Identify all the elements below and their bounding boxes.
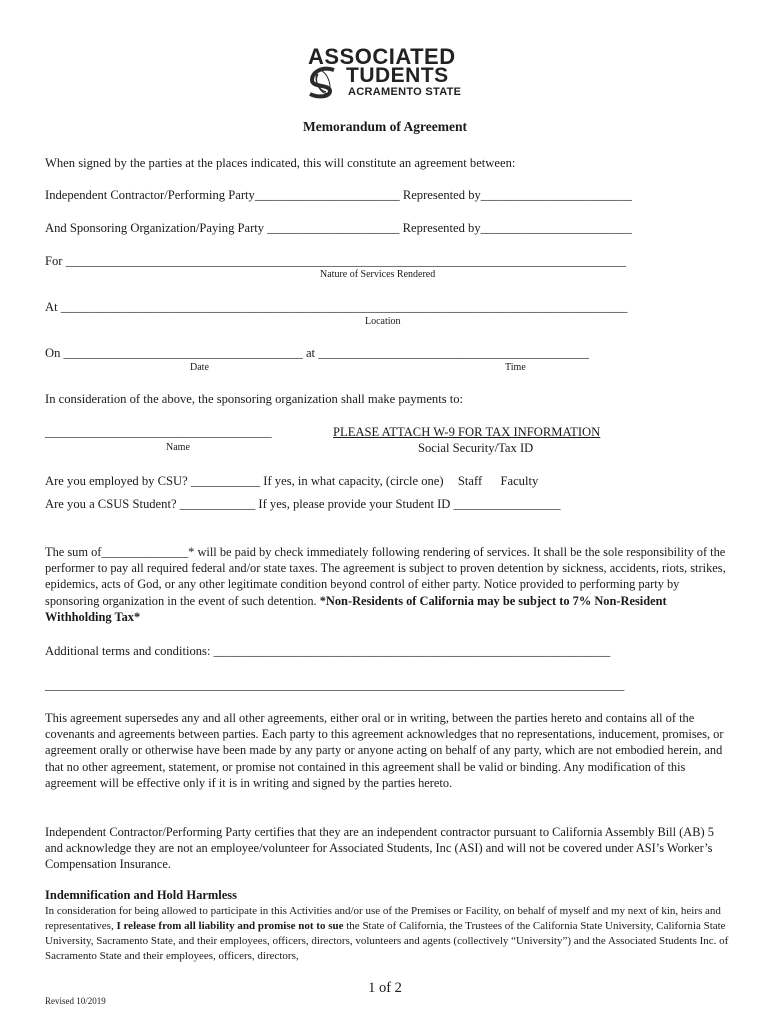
logo-line-sacramento-state: ACRAMENTO STATE xyxy=(348,86,462,98)
nature-of-services-caption: Nature of Services Rendered xyxy=(320,269,436,280)
indemnification-text-post: the State of California, the Trustees of the California State University, California State University, Sacramento State, and their employees, officers, directors, volunteers and agents (collectively “University”) and the Associated Students Inc. of Sacramento State and their employees, officers, directors, xyxy=(45,920,729,962)
student-question[interactable]: Are you a CSUS Student? ____________ If yes, please provide your Student ID _________________ xyxy=(45,497,561,511)
indemnification-text-pre: In consideration for being allowed to participate in this Activities and/or use of the Premises or Facility, on behalf of myself and my next of kin, heirs and representatives, xyxy=(45,905,721,932)
contractor-certification-paragraph: Independent Contractor/Performing Party certifies that they are an independent contractor pursuant to California Assembly Bill (AB) 5 and acknowledge they are not an employee/volunteer for Associated Students, Inc (ASI) and will not be covered under ASI’s Worker’s Compensation Insurance. xyxy=(45,825,714,872)
indemnification-paragraph xyxy=(45,904,729,964)
employed-question-text[interactable]: Are you employed by CSU? ___________ If yes, in what capacity, (circle one) xyxy=(45,474,444,488)
at-field-line[interactable]: At __________________________________________________________________________________________ xyxy=(45,300,628,314)
additional-terms-line-2[interactable]: ____________________________________________________________________________________________ xyxy=(45,678,625,692)
supersedes-paragraph: This agreement supersedes any and all other agreements, either oral or in writing, between the parties hereto and contains all of the covenants and agreements between parties. Each party to this agreement acknowledges that no representations, inducement, promises, or agreement orally or otherwise have been made by any party or anyone acting on behalf of any party, which are not embodied herein, and that no other agreement, statement, or promise not contained in this agreement shall be valid or binding. Any modification of this agreement will be effective only if it is in writing and signed by the parties hereto. xyxy=(45,711,724,790)
ssn-caption: Social Security/Tax ID xyxy=(418,441,534,455)
release-liability-text: I release from all liability and promise not to sue xyxy=(116,920,344,932)
document-title: Memorandum of Agreement xyxy=(303,119,467,134)
name-field-line[interactable]: ____________________________________ xyxy=(45,425,272,439)
logo-line-associated: ASSOCIATED xyxy=(308,44,456,69)
intro-text: When signed by the parties at the places indicated, this will constitute an agreement between: xyxy=(45,156,516,170)
sponsor-field-line[interactable]: And Sponsoring Organization/Paying Party _____________________ Represented by________________________ xyxy=(45,221,632,235)
payments-intro-text: In consideration of the above, the sponsoring organization shall make payments to: xyxy=(45,392,464,406)
for-field-line[interactable]: For _________________________________________________________________________________________ xyxy=(45,254,627,268)
page-number: 1 of 2 xyxy=(368,980,402,996)
additional-terms-line[interactable]: Additional terms and conditions: _______________________________________________________________ xyxy=(45,644,611,658)
location-caption: Location xyxy=(365,316,401,327)
name-caption: Name xyxy=(166,442,190,453)
indemnification-heading: Indemnification and Hold Harmless xyxy=(45,888,238,902)
date-caption: Date xyxy=(190,362,209,373)
revised-date: Revised 10/2019 xyxy=(45,996,106,1006)
contractor-field-line[interactable]: Independent Contractor/Performing Party_______________________ Represented by________________________ xyxy=(45,188,632,202)
sum-paragraph xyxy=(45,544,727,625)
associated-students-logo xyxy=(300,44,470,102)
on-date-time-line[interactable]: On ______________________________________ at ___________________________________________ xyxy=(45,346,589,360)
employed-option-faculty[interactable]: Faculty xyxy=(500,474,539,488)
employed-option-staff[interactable]: Staff xyxy=(457,474,483,488)
logo-line-students: TUDENTS xyxy=(346,64,449,87)
sum-paragraph-text: The sum of______________* will be paid by check immediately following rendering of services. It shall be the sole responsibility of the performer to pay all required federal and/or state taxes. The agreement is subject to proven detention by sickness, accidents, riots, strikes, epidemics, acts of God, or any other legitimate condition beyond control of either party. Notice provided to performing party by sponsoring organization in the event of such detention. xyxy=(45,545,726,608)
w9-notice: PLEASE ATTACH W-9 FOR TAX INFORMATION xyxy=(333,425,601,439)
time-caption: Time xyxy=(505,362,526,373)
non-resident-tax-notice: *Non-Residents of California may be subject to 7% Non-Resident Withholding Tax* xyxy=(45,593,667,624)
employed-question xyxy=(45,473,538,489)
